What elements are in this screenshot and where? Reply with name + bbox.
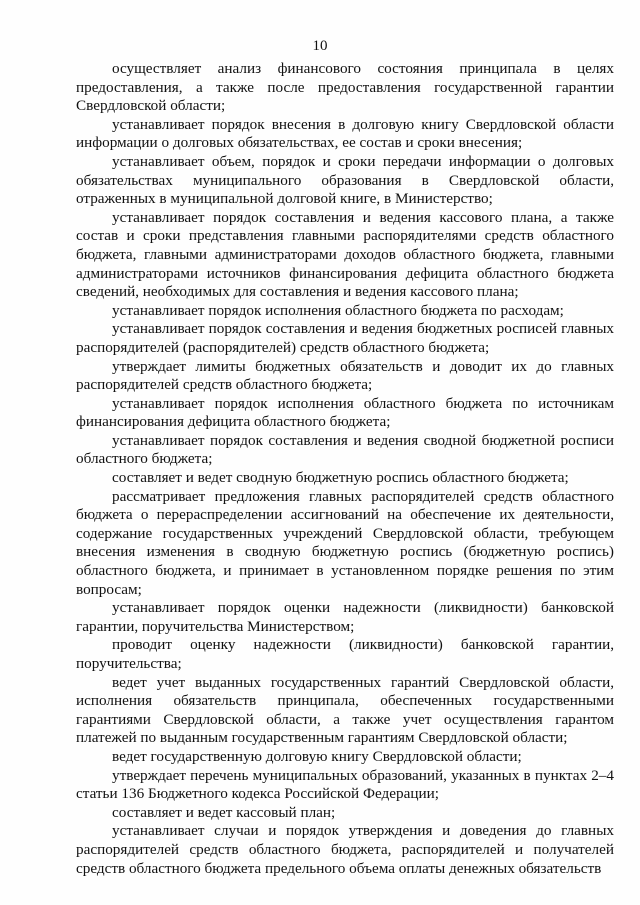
paragraph: утверждает лимиты бюджетных обязательств и доводит их до главных распорядителей средств областного бюджета; — [76, 357, 614, 394]
paragraph: устанавливает объем, порядок и сроки передачи информации о долговых обязательствах муниципального образования в Свердловской области, отраженных в муниципальной долговой книге, в Министерство; — [76, 152, 614, 208]
document-body — [76, 60, 614, 878]
paragraph: осуществляет анализ финансового состояния принципала в целях предоставления, а также после предоставления государственной гарантии Свердловской области; — [76, 60, 614, 115]
paragraph: ведет учет выданных государственных гарантий Свердловской области, исполнения обязательств принципала, обеспеченных государственными гарантиями Свердловской области, а также учет осуществления гарантом платежей по выданным государственным гарантиям Свердловской области; — [76, 673, 614, 747]
paragraph: устанавливает порядок исполнения областного бюджета по источникам финансирования дефицита областного бюджета; — [76, 394, 614, 431]
paragraph: устанавливает порядок внесения в долговую книгу Свердловской области информации о долговых обязательствах, ее состав и сроки внесения; — [76, 115, 614, 152]
paragraph: ведет государственную долговую книгу Свердловской области; — [112, 747, 522, 765]
paragraph: составляет и ведет кассовый план; — [112, 803, 336, 821]
paragraph: устанавливает порядок оценки надежности (ликвидности) банковской гарантии, поручительства Министерством; — [76, 599, 614, 635]
paragraph: устанавливает порядок составления и ведения сводной бюджетной росписи областного бюджета; — [76, 431, 614, 468]
paragraph: устанавливает порядок составления и ведения бюджетных росписей главных распорядителей (распорядителей) средств областного бюджета; — [76, 320, 614, 356]
paragraph: устанавливает случаи и порядок утверждения и доведения до главных распорядителей средств областного бюджета, распорядителей и получателей средств областного бюджета предельного объема оплаты денежных обязательств — [76, 822, 614, 877]
paragraph: устанавливает порядок составления и ведения кассового плана, а также состав и сроки представления главными распорядителями средств областного бюджета, главными администраторами доходов областного бюджета, главными администраторами источников финансирования дефицита областного бюджета сведений, необходимых для составления и ведения кассового плана; — [76, 208, 614, 301]
paragraph: устанавливает порядок исполнения областного бюджета по расходам; — [112, 301, 564, 319]
paragraph: проводит оценку надежности (ликвидности) банковской гарантии, поручительства; — [76, 636, 614, 672]
paragraph: утверждает перечень муниципальных образований, указанных в пунктах 2–4 статьи 136 Бюджетного кодекса Российской Федерации; — [76, 766, 614, 803]
paragraph: составляет и ведет сводную бюджетную роспись областного бюджета; — [112, 469, 569, 487]
paragraph: рассматривает предложения главных распорядителей средств областного бюджета о перераспределении ассигнований на обеспечение их деятельности, содержание государственных учреждений Свердловской области, требующем внесения изменения в сводную бюджетную роспись (бюджетную роспись) областного бюджета, и принимает в установленном порядке решения по этим вопросам; — [76, 487, 614, 598]
page-number: 10 — [312, 38, 328, 54]
